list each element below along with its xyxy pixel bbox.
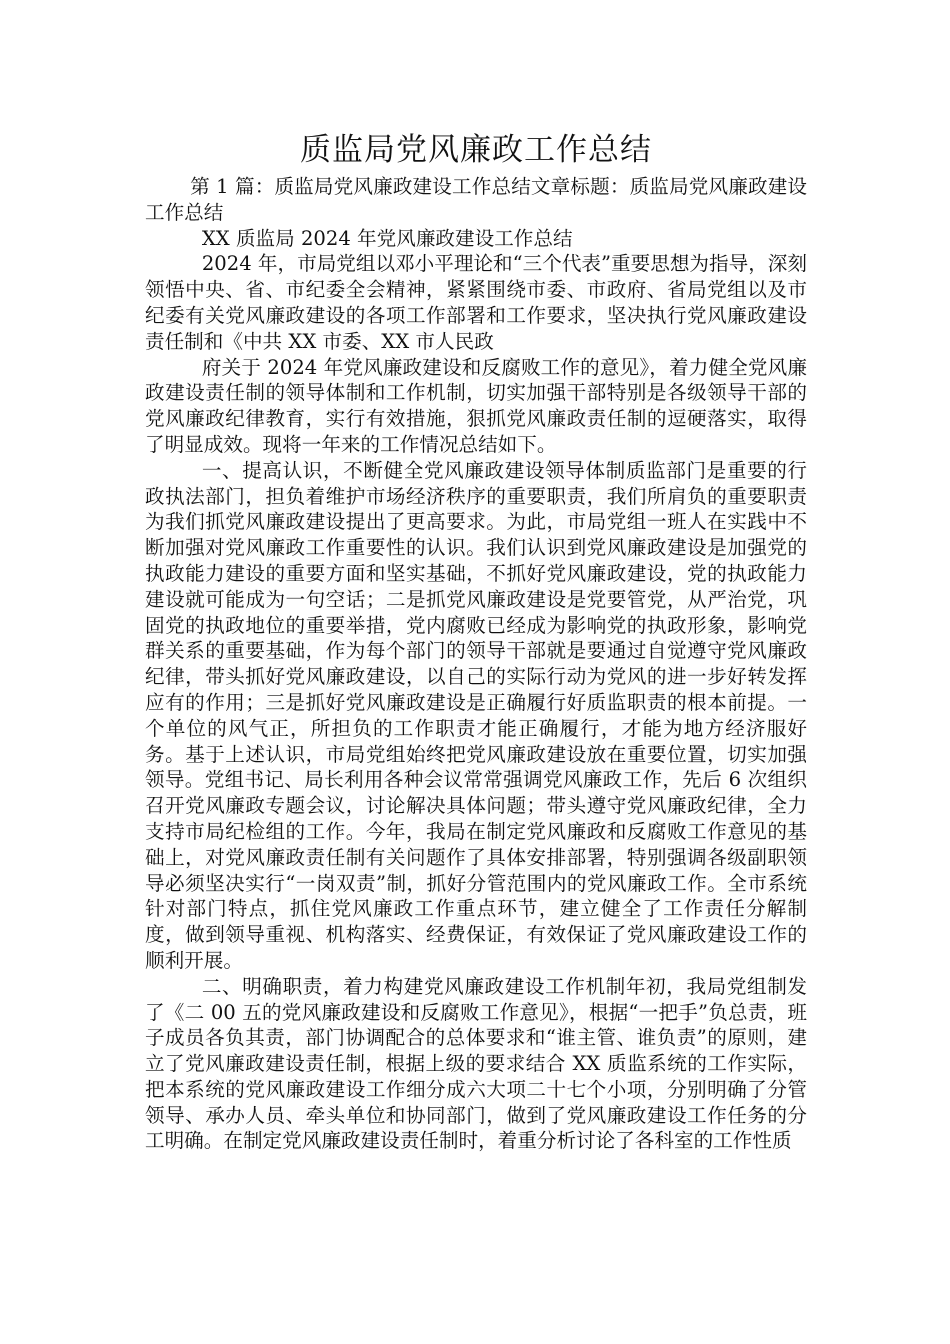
body-paragraph-section-one: 一、提高认识，不断健全党风廉政建设领导体制质监部门是重要的行政执法部门，担负着维护市场经济秩序的重要职责，我们所肩负的重要职责为我们抓党风廉政建设提出了更高要求。为此，市局党组一班人在实践中不断加强对党风廉政工作重要性的认识。我们认识到党风廉政建设是加强党的执政能力建设的重要方面和坚实基础，不抓好党风廉政建设，党的执政能力建设就可能成为一句空话；二是抓党风廉政建设是党要管党，从严治党，巩固党的执政地位的重要举措，党内腐败已经成为影响党的执政形象，影响党群关系的重要基础，作为每个部门的领导干部就是要通过自觉遵守党风廉政纪律，带头抓好党风廉政建设，以自己的实际行动为党风的进一步好转发挥应有的作用；三是抓好党风廉政建设是正确履行好质监职责的根本前提。一个单位的风气正，所担负的工作职责才能正确履行，才能为地方经济服好务。基于上述认识，市局党组始终把党风廉政建设放在重要位置，切实加强领导。党组书记、局长利用各种会议常常强调党风廉政工作，先后 6 次组织召开党风廉政专题会议，讨论解决具体问题；带头遵守党风廉政纪律，全力支持市局纪检组的工作。今年，我局在制定党风廉政和反腐败工作意见的基础上，对党风廉政责任制有关问题作了具体安排部署，特别强调各级副职领导必须坚决实行“一岗双责”制，抓好分管范围内的党风廉政工作。全市系统针对部门特点，抓住党风廉政工作重点环节，建立健全了工作责任分解制度，做到领导重视、机构落实、经费保证，有效保证了党风廉政建设工作的顺利开展。 [145, 458, 807, 972]
document-title: 质监局党风廉政工作总结 [300, 132, 652, 168]
report-subtitle: XX 质监局 2024 年党风廉政建设工作总结 [201, 226, 573, 250]
body-paragraph-section-two: 二、明确职责，着力构建党风廉政建设工作机制年初，我局党组制发了《二 00 五的党风廉政建设和反腐败工作意见》，根据“一把手”负总责，班子成员各负其责，部门协调配合的总体要求和“谁主管、谁负责”的原则，建立了党风廉政建设责任制，根据上级的要求结合 XX 质监系统的工作实际，把本系统的党风廉政建设工作细分成六大项二十七个小项，分别明确了分管领导、承办人员、牵头单位和协同部门，做到了党风廉政建设工作任务的分工明确。在制定党风廉政建设责任制时，着重分析讨论了各科室的工作性质 [145, 974, 807, 1153]
body-paragraph-intro-continued: 府关于 2024 年党风廉政建设和反腐败工作的意见》，着力健全党风廉政建设责任制的领导体制和工作机制，切实加强干部特别是各级领导干部的党风廉政纪律教育，实行有效措施，狠抓党风廉政责任制的逗硬落实，取得了明显成效。现将一年来的工作情况总结如下。 [145, 355, 807, 456]
document-page [145, 128, 807, 1154]
chapter-heading: 第 1 篇：质监局党风廉政建设工作总结文章标题：质监局党风廉政建设工作总结 [145, 175, 807, 224]
body-paragraph-intro: 2024 年，市局党组以邓小平理论和“三个代表”重要思想为指导，深刻领悟中央、省、市纪委全会精神，紧紧围绕市委、市政府、省局党组以及市纪委有关党风廉政建设的各项工作部署和工作要求，坚决执行党风廉政建设责任制和《中共 XX 市委、XX 市人民政 [145, 252, 807, 353]
